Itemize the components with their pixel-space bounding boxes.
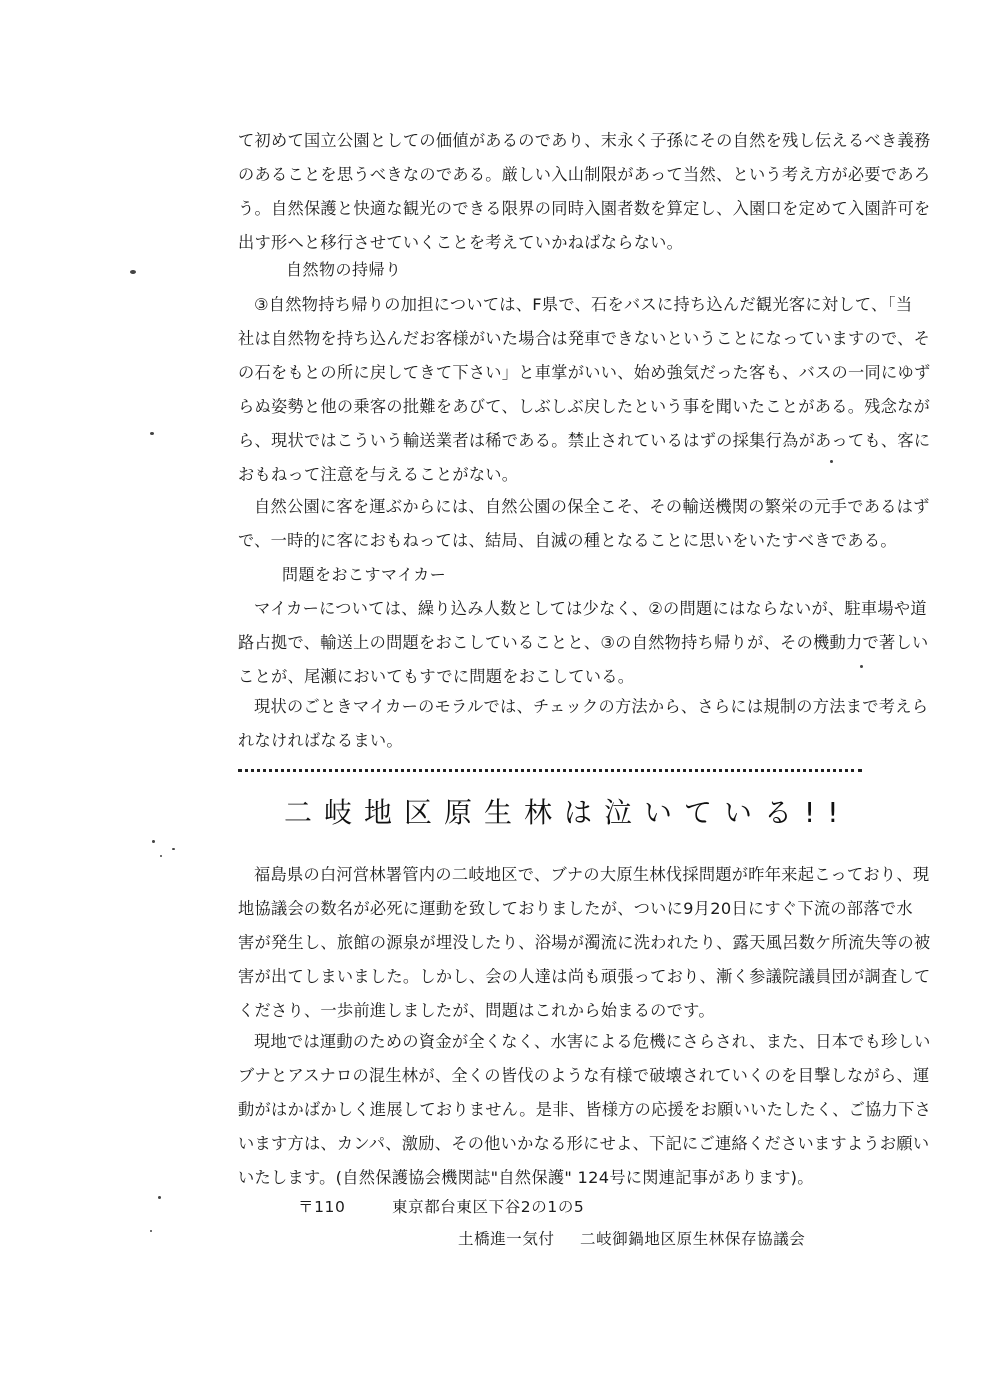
- paragraph-natural-objects: [238, 288, 931, 492]
- care-of: 土橋進一気付: [458, 1230, 555, 1248]
- text-line: ③自然物持ち帰りの加担については、F県で、石をバスに持ち込んだ観光客に対して、「当: [254, 295, 913, 314]
- text-line: 出す形へと移行させていくことを考えていかねばならない。: [238, 233, 684, 252]
- text-line: の石をもとの所に戻してきて下さい」と車掌がいい、始め強気だった客も、バスの一同にゆず: [238, 363, 931, 382]
- text-line: 害が出てしまいました。しかし、会の人達は尚も頑張っており、漸く参議院議員団が調査して: [238, 967, 931, 986]
- scan-speck: [150, 1230, 152, 1232]
- text-line: 路占拠で、輸送上の問題をおこしていることと、③の自然物持ち帰りが、その機動力で著しい: [238, 633, 929, 652]
- text-line: ら、現状ではこういう輸送業者は稀である。禁止されているはずの採集行為があっても、客に: [238, 431, 931, 450]
- dotted-divider: [238, 769, 862, 772]
- organization-name: 二岐御鍋地区原生林保存協議会: [580, 1230, 806, 1248]
- street-address: 東京都台東区下谷2の1の5: [392, 1198, 585, 1216]
- text-line: ことが、尾瀬においてもすでに問題をおこしている。: [238, 667, 635, 686]
- text-line: 福島県の白河営林署管内の二岐地区で、ブナの大原生林伐採問題が昨年来起こっており、現: [254, 865, 930, 884]
- text-line: ブナとアスナロの混生林が、全くの皆伐のような有様で破壊されていくのを目撃しながら、運: [238, 1066, 930, 1085]
- subheading-mycar: 問題をおこすマイカー: [282, 565, 447, 584]
- postal-code: 〒110: [298, 1198, 346, 1216]
- article-title: 二岐地区原生林は泣いている!!: [284, 796, 851, 829]
- text-line: 社は自然物を持ち込んだお客様がいた場合は発車できないということになっていますので、そ: [238, 329, 931, 348]
- text-line: 害が発生し、旅館の源泉が埋没したり、浴場が濁流に洗われたり、露天風呂数ケ所流失等の被: [238, 933, 931, 952]
- text-line: れなければなるまい。: [238, 731, 403, 750]
- text-line: おもねって注意を与えることがない。: [238, 465, 519, 484]
- scan-speck: [160, 855, 162, 857]
- scan-speck: [158, 1196, 161, 1199]
- text-line: 現状のごときマイカーのモラルでは、チェックの方法から、さらには規制の方法まで考えら: [254, 697, 929, 716]
- paragraph-mycar-morals: [238, 690, 929, 758]
- text-line: います方は、カンパ、激励、その他いかなる形にせよ、下記にご連絡くださいますようお願い: [238, 1134, 930, 1153]
- scan-speck: [830, 460, 833, 463]
- text-line: 現地では運動のための資金が全くなく、水害による危機にさらされ、また、日本でも珍しい: [254, 1032, 931, 1051]
- scan-speck: [860, 665, 863, 668]
- paragraph-transport-operators: [238, 490, 930, 558]
- text-line: くださり、一歩前進しましたが、問題はこれから始まるのです。: [238, 1001, 715, 1020]
- text-line: マイカーについては、繰り込み人数としては少なく、②の問題にはならないが、駐車場や道: [254, 599, 927, 618]
- text-line: で、一時的に客におもねっては、結局、自滅の種となることに思いをいたすべきである。: [238, 531, 897, 550]
- text-line: いたします。(自然保護協会機関誌"自然保護" 124号に関連記事があります)。: [238, 1168, 814, 1187]
- article-paragraph-situation: [238, 858, 931, 1028]
- text-line: 動がはかばかしく進展しておりません。是非、皆様方の応援をお願いいたしたく、ご協力下さ: [238, 1100, 932, 1119]
- article-paragraph-appeal: [238, 1025, 932, 1195]
- subheading-natural-objects: 自然物の持帰り: [286, 260, 402, 279]
- scan-speck: [152, 840, 155, 843]
- text-line: て初めて国立公園としての価値があるのであり、末永く子孫にその自然を残し伝えるべき義務: [238, 131, 931, 150]
- text-line: のあることを思うべきなのである。厳しい入山制限があって当然、という考え方が必要であろ: [238, 165, 931, 184]
- text-line: う。自然保護と快適な観光のできる限界の同時入園者数を算定し、入園口を定めて入園許可を: [238, 199, 931, 218]
- paragraph-mycar: [238, 592, 929, 694]
- scan-speck: [172, 848, 175, 850]
- text-line: 地協議会の数名が必死に運動を致しておりましたが、ついに9月20日にすぐ下流の部落で水: [238, 899, 913, 918]
- text-line: らぬ姿勢と他の乗客の批難をあびて、しぶしぶ戻したという事を聞いたことがある。残念なが: [238, 397, 931, 416]
- text-line: 自然公園に客を運ぶからには、自然公園の保全こそ、その輸送機関の繁栄の元手であるはず: [254, 497, 930, 516]
- scan-speck: [150, 432, 154, 435]
- paragraph-national-park-value: [238, 124, 931, 260]
- scan-speck: [130, 270, 136, 274]
